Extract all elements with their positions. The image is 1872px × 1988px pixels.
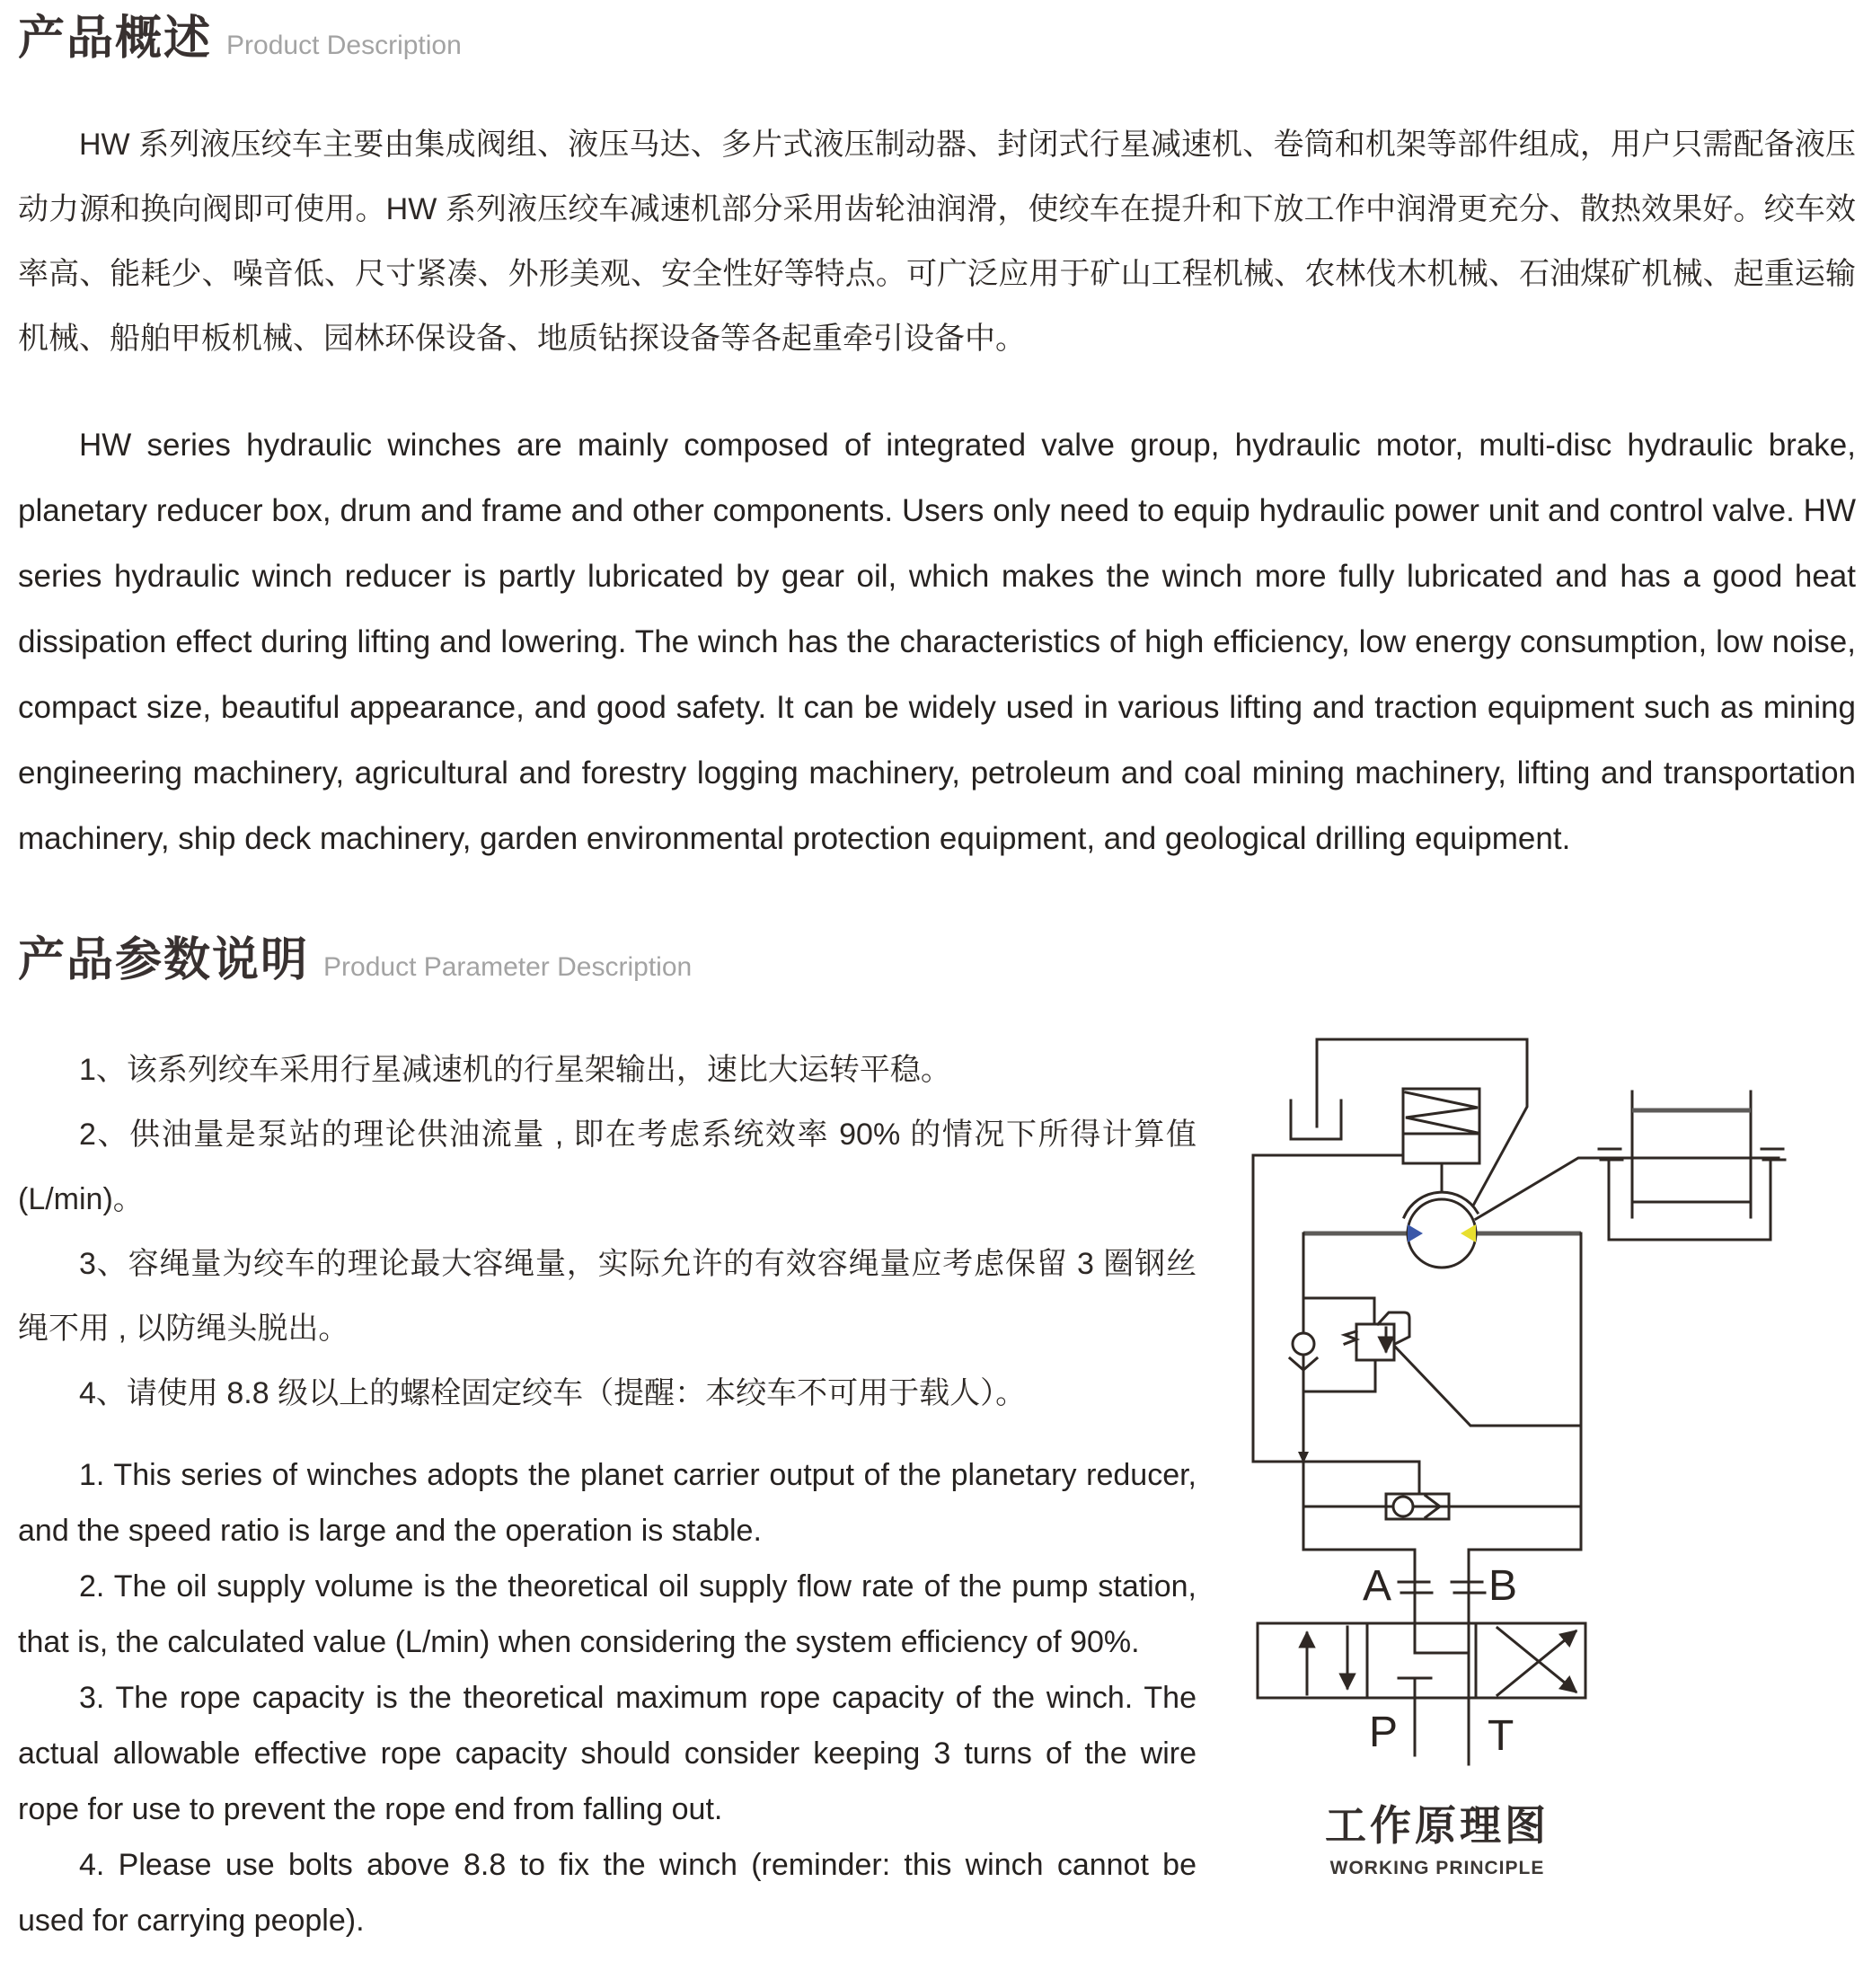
note-en-1: 1. This series of winches adopts the planet carrier output of the planetary reducer, and the speed ratio is large and the operation is stable. [18, 1458, 1196, 1548]
diagram-caption-en: WORKING PRINCIPLE [1329, 1858, 1545, 1878]
check-valve [1293, 1333, 1314, 1355]
hydraulic-schematic [1207, 999, 1872, 1780]
directional-valve [1258, 1623, 1585, 1698]
note-zh-1: 1、该系列绞车采用行星减速机的行星架输出，速比大运转平稳。 [79, 1053, 951, 1087]
port-b-line [1469, 1550, 1581, 1623]
note-zh-4: 4、请使用 8.8 级以上的螺栓固定绞车（提醒：本绞车不可用于载人）。 [79, 1376, 1027, 1410]
port-label-a: A [1362, 1562, 1391, 1610]
parameters-title-en: Product Parameter Description [323, 952, 693, 982]
cb-outlet-diagonal [1395, 1347, 1581, 1426]
section-parameters-header [18, 931, 1856, 1002]
note-en-2: 2. The oil supply volume is the theoretical oil supply flow rate of the pump station, that is, the calculated value (L/min) when considering the system efficiency of 90%. [18, 1569, 1196, 1659]
diagram-caption-zh: 工作原理图 [1325, 1802, 1550, 1849]
counterbalance-valve [1356, 1324, 1394, 1360]
port-label-b: B [1488, 1562, 1518, 1610]
brake-spring [1406, 1092, 1478, 1133]
overview-paragraph-en: HW series hydraulic winches are mainly composed of integrated valve group, hydraulic motor, multi-disc hydraulic brake, planetary reducer box, drum and frame and other components. Users only need to equip hydraulic power unit and control valve. HW series hydraulic winch reducer is partly lubricated by gear oil, which makes the winch more fully lubricated and has a good heat dissipation effect during lifting and lowering. The winch has the characteristics of high efficiency, low energy consumption, low noise, compact size, beautiful appearance, and good safety. It can be widely used in various lifting and traction equipment such as mining engineering machinery, agricultural and forestry logging machinery, petroleum and coal mining machinery, lifting and transportation machinery, ship deck machinery, garden environmental protection equipment, and geological drilling equipment. [18, 428, 1856, 856]
overview-title-zh: 产品概述 [18, 13, 213, 65]
drum-shaft-line [1476, 1158, 1779, 1219]
note-zh-3: 3、容绳量为绞车的理论最大容绳量，实际允许的有效容绳量应考虑保留 3 圈钢丝绳不用 , 以防绳头脱出。 [18, 1247, 1196, 1346]
cb-spring [1345, 1331, 1356, 1344]
cb-bottom-link [1303, 1360, 1375, 1392]
port-label-p: P [1368, 1709, 1398, 1756]
overview-paragraph-zh: HW 系列液压绞车主要由集成阀组、液压马达、多片式液压制动器、封闭式行星减速机、卷筒和机架等部件组成，用户只需配备液压动力源和换向阀即可使用。HW 系列液压绞车减速机部分采用齿轮油润滑，使绞车在提升和下放工作中润滑更充分、散热效果好。绞车效率高、能耗少、噪音低、尺寸紧凑、外形美观、安全性好等特点。可广泛应用于矿山工程机械、农林伐木机械、石油煤矿机械、起重运输机械、船舶甲板机械、园林环保设备、地质钻探设备等各起重牵引设备中。 [18, 128, 1856, 356]
working-principle-diagram [1207, 999, 1872, 1879]
cb-top-link [1303, 1298, 1374, 1324]
notes-english-group [18, 1447, 1196, 1948]
note-en-4: 4. Please use bolts above 8.8 to fix the winch (reminder: this winch cannot be used for carrying people). [18, 1848, 1196, 1938]
note-zh-2: 2、供油量是泵站的理论供油流量 , 即在考虑系统效率 90% 的情况下所得计算值 (L/min)。 [18, 1118, 1196, 1216]
coupler-ticks [1399, 1582, 1485, 1593]
notes-column [18, 1038, 1196, 1948]
note-en-3: 3. The rope capacity is the theoretical maximum rope capacity of the winch. The actual allowable effective rope capacity should consider keeping 3 turns of the wire rope for use to prevent the rope end from falling out. [18, 1681, 1196, 1826]
shuttle-ball [1393, 1497, 1413, 1516]
parameters-title-zh: 产品参数说明 [18, 934, 310, 986]
port-label-t: T [1488, 1712, 1514, 1760]
drain-line [1317, 1039, 1527, 1206]
port-a-line [1303, 1550, 1415, 1623]
winch-drum [1599, 1091, 1785, 1240]
parameters-body [18, 1038, 1856, 1948]
section-overview-header [18, 9, 1856, 80]
overview-title-en: Product Description [226, 31, 462, 60]
